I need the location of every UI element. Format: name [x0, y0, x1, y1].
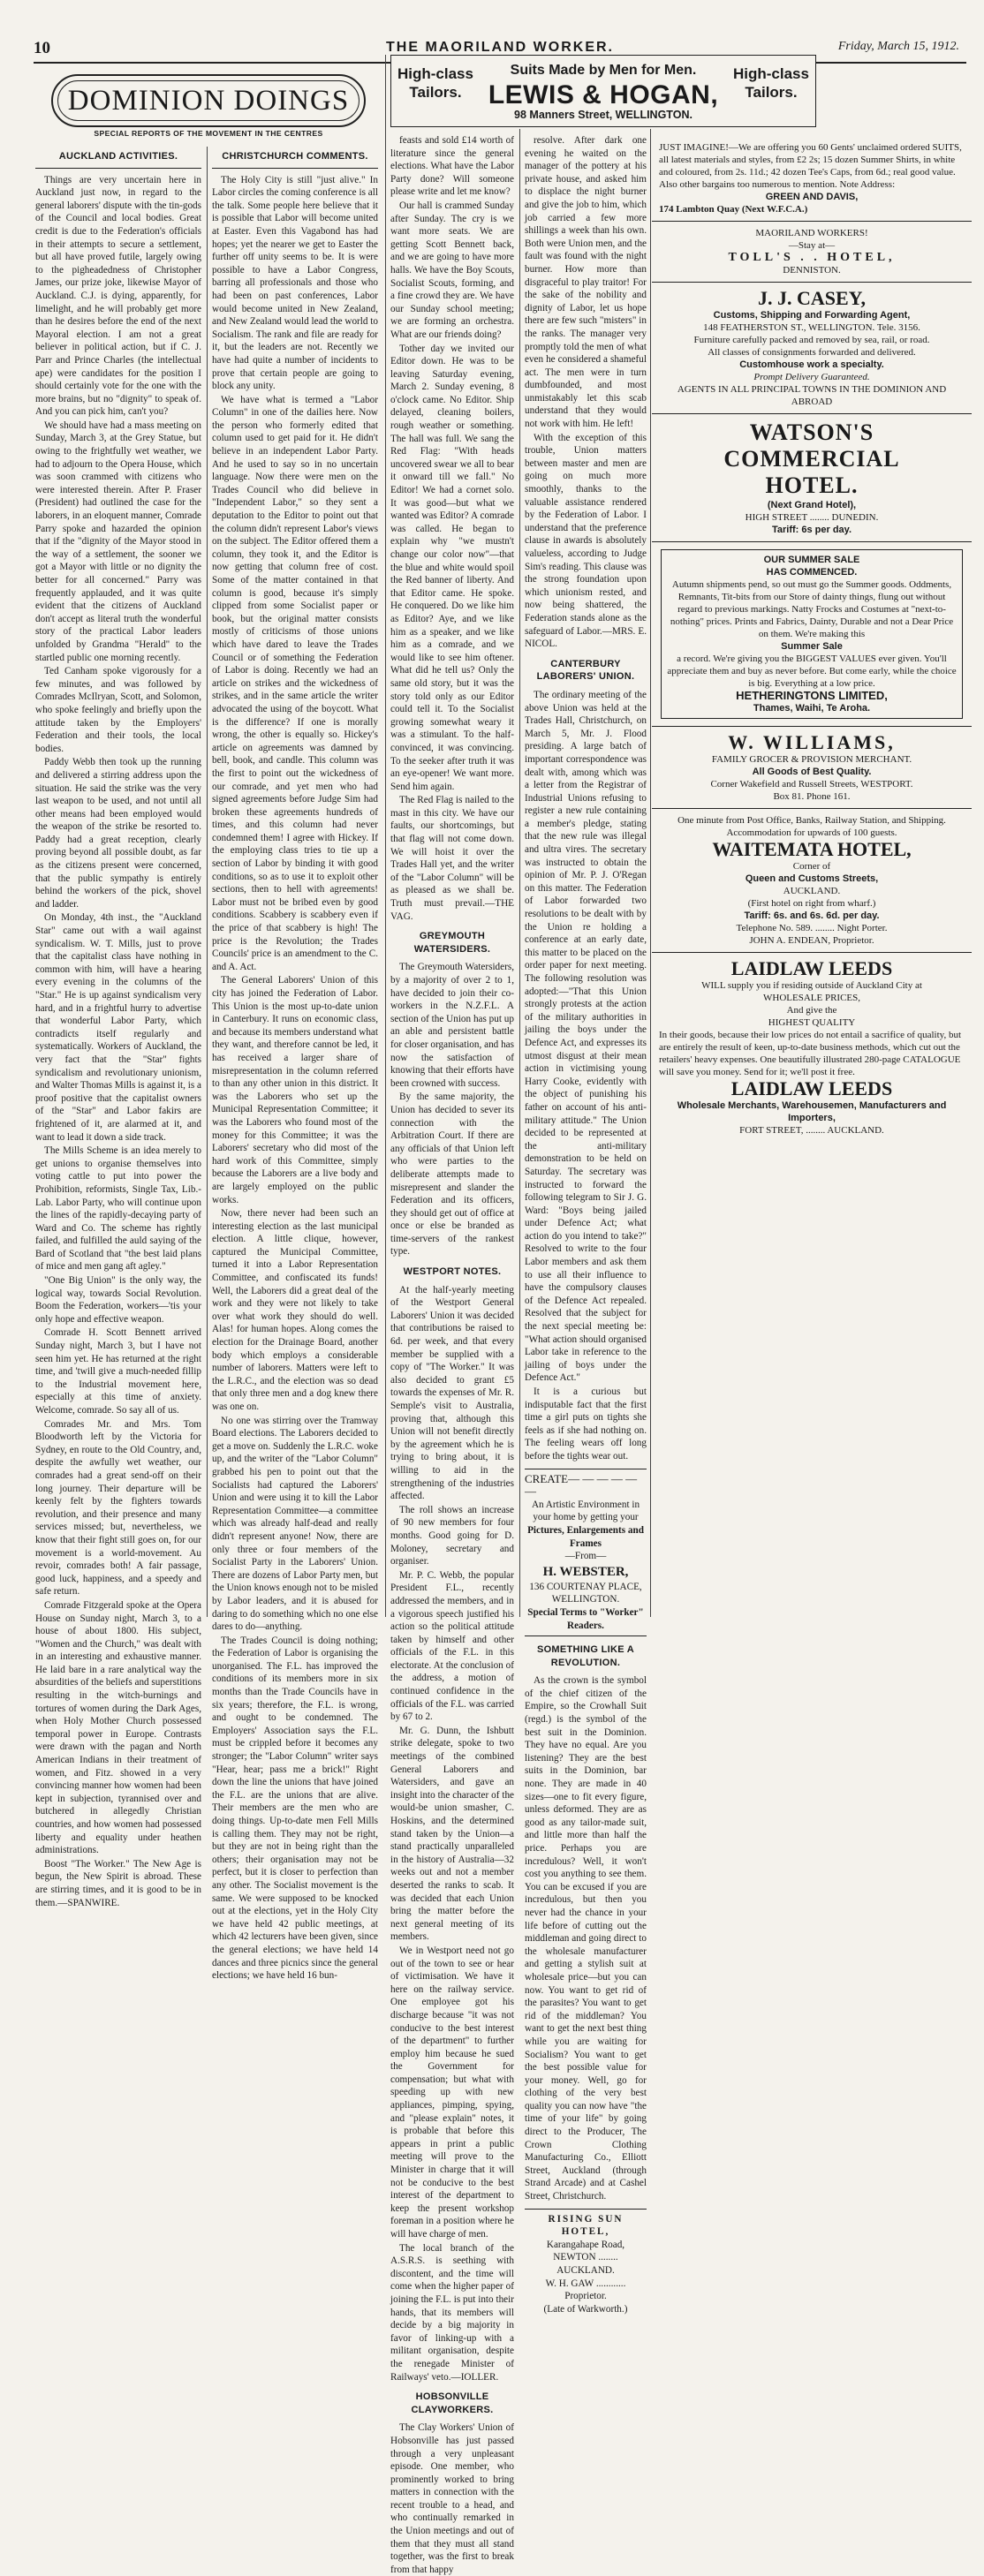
casey-l3: 148 FEATHERSTON ST., WELLINGTON. Tele. 3156.: [703, 322, 920, 333]
article-hobsonville: [390, 2421, 514, 2576]
summer-sale-advert: [652, 549, 972, 727]
laid-l6: In their goods, because their low prices do not entail a sacrifice of quality, but are entirely the result of keen, up-to-date business methods, which cut out the retailers' heavy expenses. One beautifully illustrated 280-page CATALOGUE will save you money. Send for it; we'll post it free.: [659, 1030, 962, 1077]
sale-l1: OUR SUMMER SALE: [763, 555, 860, 565]
webster-l2: An Artistic Environment in: [531, 1499, 640, 1510]
advert-left-tag: High-class Tailors.: [397, 65, 473, 101]
watson-l5: HIGH STREET ........ DUNEDIN.: [745, 512, 879, 523]
wai-l0: One minute from Post Office, Banks, Railway Station, and Shipping. Accommodation for upwards of 100 guests.: [677, 815, 946, 838]
will-l5: Box 81. Phone 161.: [773, 791, 851, 802]
casey-l2: Customs, Shipping and Forwarding Agent,: [713, 310, 911, 321]
green-davis-advert: [652, 136, 972, 222]
paragraph: Ted Canham spoke vigorously for a few minutes, and was followed by Comrades McIlryan, Scott, and Solomon, who spoke feelingly and briefly upon the attitude taken by the Employers' Federation and their tools, the local bodies.: [35, 666, 201, 754]
column-four: [525, 134, 647, 2315]
casey-l8: AGENTS IN ALL PRINCIPAL TOWNS IN THE DOMINION AND ABROAD: [677, 384, 947, 407]
rising-l3: NEWTON ........ AUCKLAND.: [553, 2252, 618, 2276]
advert-firm-name: LEWIS & HOGAN,: [488, 80, 719, 110]
paragraph: Comrade Fitzgerald spoke at the Opera House on Sunday night, March 3, to a house of about 1800. His subject, "Women and the Church," was dealt with in an interesting and exhaustive manner. He laid bare in a rare analytical way the absurdities of the beliefs and superstitions resulting in the witch-burnings and tortures of women during the Dark Ages, when Holy Mother Church possessed temporal power in Europe. Contrasts were drawn with the pagan and North American Indians in their treatment of women, and Fitz. showed in a very convincing manner how women had been kept in subjection, tyrannised over and butchered in allegedly Christian countries, and how women had possessed liberty and equality under heathen administrations.: [35, 1599, 201, 1856]
paragraph: feasts and sold £14 worth of literature since the general elections. What have the Labor Party done? Will someone please write and let me know?: [390, 135, 514, 198]
laid-l3: WHOLESALE PRICES,: [763, 993, 860, 1003]
webster-advert: [525, 1469, 647, 1637]
paragraph: The Mills Scheme is an idea merely to get unions to organise themselves into voting cattle to put into power the Prohibition, reformists, Single Tax, Lib.-Lab. Labor Party, who will continue upon the lines of the rapidly-decaying party of Ward and Co. The scheme has rightly failed, and fulfilled the auld saying of the Bard of Scotland that "the best laid plans of mice and men gang aft agley.": [35, 1145, 201, 1273]
green-name: GREEN AND DAVIS,: [765, 192, 859, 202]
column-auckland: [35, 147, 201, 1908]
paragraph: Comrades Mr. and Mrs. Tom Bloodworth left by the Victoria for Sydney, en route to the Old Country, and, despite the awfully wet weather, our comrades had a great send-off on their long journey. Their departure will be keenly felt by the fighters towards revolution, and their presence and many services missed; but, nevertheless, we know that their fight still goes on, for our movement is a world-movement. Au revoir, comrades both! A fair passage, good luck, happiness, and a speedy and safe return.: [35, 1418, 201, 1598]
tolls-hotel-advert: [652, 222, 972, 283]
will-l1: W. WILLIAMS,: [728, 731, 896, 753]
webster-l1: CREATE— — — — — —: [525, 1471, 638, 1499]
wai-l4: AUCKLAND.: [783, 886, 841, 896]
rising-l1: RISING SUN HOTEL,: [548, 2213, 624, 2238]
waitemata-hotel-advert: [652, 809, 972, 953]
paragraph: The Red Flag is nailed to the mast in this city. We have our faults, our shortcomings, but that flag will not come down. We will hoist it over the Trades Hall yet, and the writer of the "Labor Column" will be as pleased as we shall be. Truth must prevail.—THE VAG.: [390, 795, 514, 922]
watson-l2: COMMERCIAL: [723, 446, 900, 472]
paragraph: Comrade H. Scott Bennett arrived Sunday night, March 3, but I have not seen him yet. He has returned at the right time, and 'twill give a much-needed fillip to the Industrial movement here, especially at this time of anxiety. Welcome, comrade. So say all of us.: [35, 1327, 201, 1416]
watson-l4: (Next Grand Hotel),: [767, 500, 857, 510]
paragraph: resolve. After dark one evening he waited on the manager of the pottery at his private house, and asked him to displace the night burner and give the job to him, which job carried a few more shillings a week than his own. Both were Union men, and the fault was found with the night burner. How more than disgraceful to play traitor! For the sake of the nobility and dignity of Labor, let us hope there are few such "misters" in the ranks. The manager very promptly told the men of what even he considered a shameful act. The men were in turn dumbfounded, and most unmistakably let this scab understand that they would not work with him. He left!: [525, 135, 647, 430]
article-westport: [390, 1284, 514, 2383]
tolls-l4: DENNISTON.: [783, 265, 841, 276]
paragraph: On Monday, 4th inst., the "Auckland Star" came out with a wail against syndicalism. W. T. Mills, just to prove that the capitalist class have nothing in common with him, will have a hearing every evening in the columns of the "Star." He is up against syndicalism very hard, and in a frightful hurry to advertise that wonderful Labor Party, which contradicts itself regularly and systematically. Workers of Auckland, the very fact that the "Star" fights syndicalism and revolutionary unionism, and Walter Thomas Mills is against it, is a proof positive that the capitalist owners of the "Star" and Labor fakirs are frightened of it, are alarmed at it, and want to lead it down a side track.: [35, 912, 201, 1143]
paper-title: THE MAORILAND WORKER.: [386, 40, 614, 55]
summer-sale-box: [661, 549, 963, 719]
will-l4: Corner Wakefield and Russell Streets, WESTPORT.: [710, 779, 913, 789]
will-l3: All Goods of Best Quality.: [752, 767, 872, 777]
laid-l1: LAIDLAW LEEDS: [730, 957, 893, 979]
column-christchurch: [212, 147, 378, 1982]
article-christchurch-cont: [390, 134, 514, 923]
laid-l7: LAIDLAW LEEDS: [730, 1077, 893, 1099]
heading-canterbury: CANTERBURY LABORERS' UNION.: [536, 658, 635, 683]
article-hobsonville-cont: [525, 134, 647, 651]
laid-l4: And give the: [786, 1005, 837, 1016]
casey-l7: Prompt Delivery Guaranteed.: [753, 372, 870, 382]
column-rule: [385, 55, 386, 1617]
sale-l6: HETHERINGTONS LIMITED,: [736, 689, 888, 702]
article-revolution: [525, 1674, 647, 2202]
green-text: JUST IMAGINE!—We are offering you 60 Gents' unclaimed ordered SUITS, all latest materials and styles, from £2 2s; 15 dozen Summer Shirts, in white and coloured, from 2s. 11d.; 42 dozen Tee's Caps, from 6d.; real good value. Also other bargains too numerous to mention. Note Address:: [659, 142, 962, 190]
paragraph: The Greymouth Watersiders, by a majority of over 2 to 1, have decided to join their co-workers in the N.Z.F.L. A section of the Union has put up an able and persistent battle for closer organisation, and has now the satisfaction of knowing that their efforts have been crowned with success.: [390, 962, 514, 1089]
rising-l5: (Late of Warkworth.): [543, 2303, 628, 2315]
column-three: [390, 134, 514, 2575]
paragraph: The Holy City is still "just alive." In Labor circles the coming conference is all the talk. Some people here believe that it is possible that Labor will become united at Easter. Even this Vagabond has had hopes; yet the nearer we get to Easter the further off unity seems to be. It is were possible to have a Labor Congress, barring all professionals and those who had been on past conferences, Labor would become united in New Zealand, and New Zealand would lead the world to Socialism. The rank and file are ready for it, but the leaders are not. Recently we have had quite a number of incidents to prove that certain people are going to block any unity.: [212, 174, 378, 392]
paragraph: As the crown is the symbol of the chief citizen of the Empire, so the Crowhall Suit (regd.) is the symbol of the best suit in the Dominion. They have no equal. Are you listening? They are the best suits in the Dominion, bar none. They are made in 40 sizes—one to fit every figure, unless deformed. They are as good as any tailor-made suit, and little more than half the price. Perhaps you are incredulous? Well, it won't cost you anything to see them. You can be excused if you are incredulous, but then you never had the chance in your life before of cutting out the middleman and going direct to the wholesale manufacturer and getting a stylish suit at wholesale price—but you can now. You want to get rid of the parasites? You want to get rid of the middleman? You want to get the next best thing while you are waiting for Socialism? You want to get the best possible value for your money. Well, go for clothing of the very best quality you can now have "the time of your life" by going direct to the Producer, The Crown Clothing Manufacturing Co., Elliott Street, Auckland (through Strand Arcade) and at Cashel Street, Christchurch.: [525, 1675, 647, 2202]
column-rule: [207, 147, 208, 1617]
paragraph: We should have had a mass meeting on Sunday, March 3, at the Grey Statue, but owing to the frightfully wet weather, we had to adjourn to the Opera House, which was soon crammed with citizens who were interested therein. After P. Fraser (President) had outlined the case for the laborers, in an eloquent manner, Comrade Parry spoke and hazarded the opinion that if the "dignity of the Mayor stood in the way of a settlement, the sooner we got a Mayor with little or no dignity the better for all concerned." Parry was frequently applauded, and it was quite evident that the citizens of Auckland don't accept as literal truth the wonderful story of the practical Labor leaders unfolded by Grandma "Herald" to the startled public one morning recently.: [35, 419, 201, 663]
page-number: 10: [34, 39, 50, 57]
paragraph: No one was stirring over the Tramway Board elections. The Laborers decided to get a move on. Suddenly the L.R.C. woke up, and the writer of the "Labor Column" grabbed his pen to point out that the Socialists had captured the Laborers' Union and were using it to kill the Labor Representation Committee—a committee which was already half-dead and really didn't represent anyone! Now, there are only three or four members of the Socialist Party in the Laborers' Union. There are dozens of Labor Party men, but the Union knows enough not to be misled by Labor leaders, and it is abused for daring to do something which no one else dares to do—anything.: [212, 1415, 378, 1633]
paragraph: With the exception of this trouble, Union matters between master and men are going on much more smoothly, thanks to the valuable assistance rendered by the Federation of Labor. I understand that the preference clause in awards is absolutely valueless, according to Judge Sim's reading. This clause was the strong foundation upon which unionism rested, and now being shattered, the Federation stands alone as the safeguard of Labor.—MRS. E. NICOL.: [525, 432, 647, 650]
webster-l6: H. WEBSTER,: [542, 1564, 629, 1579]
wai-l6: Tariff: 6s. and 6s. 6d. per day.: [744, 910, 880, 921]
laid-l9: FORT STREET, ........ AUCKLAND.: [739, 1125, 884, 1136]
heading-westport: WESTPORT NOTES.: [403, 1266, 502, 1278]
paragraph: By the same majority, the Union has decided to sever its connection with the Arbitration Court. If there are any officials of that Union left who were parties to the deliberate attempts made to misrepresent and slander the Federation and its officers, they should get out of office at once or else be branded as time-servers of the rankest type.: [390, 1092, 514, 1258]
laid-l5: HIGHEST QUALITY: [768, 1017, 856, 1028]
banner-title: DOMINION DOINGS: [67, 84, 350, 117]
watsons-hotel-advert: [652, 414, 972, 542]
wai-l8: JOHN A. ENDEAN, Proprietor.: [749, 935, 874, 946]
advert-column: [652, 136, 972, 1142]
tolls-l2: —Stay at—: [788, 240, 836, 251]
wai-l5: (First hotel on right from wharf.): [747, 898, 876, 909]
williams-advert: [652, 727, 972, 809]
tolls-l3: TOLL'S . . HOTEL,: [728, 251, 896, 264]
banner-frame: [51, 74, 366, 127]
laid-l8: Wholesale Merchants, Warehousemen, Manufacturers and Importers,: [677, 1100, 947, 1123]
sale-l4: Summer Sale: [781, 641, 843, 652]
paragraph: Mr. G. Dunn, the Ishbutt strike delegate, spoke to two meetings of the combined General Laborers and Watersiders, and gave an insight into the character of the would-be union smasher, C. Hoskins, and the determined stand taken by the Union—a stand practically unparalleled in the history of Australia—32 weeks out and not a member deserted the ranks to scab. It was decided that each Union bring the matter before the next general meeting of its members.: [390, 1725, 514, 1943]
paragraph: Things are very uncertain here in Auckland just now, in regard to the general laborers' dispute with the tin-gods of the Council and local bodies. Great credit is due to the Federation's officials in their attempts to secure a settlement, but all have proved futile, largely owing to the pigheadedness of Christopher James, our prize joke, likewise Mayor of Auckland. C.J. is dying, apparently, for limelight, and he will probably get more than he desires before the end of the next Mayoral election. I am not a great believer in political action, but if C. J. Parr and Prince Charles (the intellectual ape) were candidates for the position I should certainly vote for the one with the more brains, but no "dignity" to speak of. And you can pick him, can't you?: [35, 174, 201, 418]
banner-subtitle: SPECIAL REPORTS OF THE MOVEMENT IN THE CENTRES: [94, 129, 323, 138]
sale-l5: a record. We're giving you the BIGGEST VALUES ever given. You'll appreciate them and buy as never before. But come early, while the choice is big. Everything at a low price.: [667, 653, 957, 689]
sale-l3: Autumn shipments pend, so out must go the Summer goods. Oddments, Remnants, Tit-bits from our Store of dainty things, flung out without regard to previous markings. Natty Frocks and Costumes at "next-to-nothing" prices. Prints and Fabrics, Dainty, Durable and not a Dear Price on them. We're making this: [670, 579, 954, 639]
watson-l6: Tariff: 6s per day.: [771, 525, 852, 535]
paragraph: Paddy Webb then took up the running and delivered a stirring address upon the situation. He said the strike was the very last weapon to be used, and not until all other means had been employed would the weapon of the strike be resorted to. Paddy had a great reception, clearly proving beyond all possible doubt, as far as the citizens present were concerned, that the public sympathy is entirely behind the workers of the pick, shovel and ladder.: [35, 757, 201, 910]
webster-l7: 136 COURTENAY PLACE,: [529, 1581, 642, 1592]
casey-l4: Furniture carefully packed and removed by sea, rail, or road.: [693, 335, 930, 345]
column-rule: [650, 129, 651, 1617]
heading-greymouth: GREYMOUTH WATERSIDERS.: [413, 931, 491, 955]
paragraph: We have what is termed a "Labor Column" in one of the dailies here. Now the person who formerly edited that column used to get paid for it. He didn't believe in an independent Labor Party. And he used to say so in no uncertain language. Now there were men on the Trades Council who did believe in "Independent Labor," so they sent a deputation to the Editor to point out that the column didn't represent Labor's views on the subject. The Editor offered them a column, they took it, and the Editor is now getting that column free of cost. Some of the matter contained in that column is good, because it's simply clipped from some Socialist paper or book, but the original matter consists mostly of criticisms of those unions which have dared to leave the Trades Council or of something the Federation of Labor is doing. Recently we had an article on strikes and the wickedness of strikes, and in the same article the writer advocated the using of the boycott. What is the difference? If one is morally wrong, the other is equally so. Hickey's article on agreements was damned by bell, book, and candle. This column was the first to point out the wickedness of our comrade, and yet men who had signed agreements before Judge Sim had broken these agreements hundreds of times, and this column had never condemned them! I agree with Hickey. If the employing class tries to tie up a section of Labor by binding it with good conditions, so as to use it to exploit other sections, then to hell with agreements! Labor must not be bribed even by good conditions. Scabbery is scabbery even if the price of that scabbery is high! The price is the Revolution; the Trades Councils' price is an amendment to the C. and A. Act.: [212, 394, 378, 972]
laidlaw-leeds-advert: [652, 953, 972, 1142]
paragraph: We in Westport need not go out of the town to see or hear of victimisation. We have it here on the railway service. One employee got his discharge because "it was not conducive to the best interest of the department" to further employ him because he sued the Government for compensation; but what with speeding up with new appliances, pimping, spying, and "please explain" notes, it is probable that before this appears in print a public meeting will prove to the Minister in charge that it will not be conducive to the best interest of the department to keep the present workshop foreman in a position where he will have charge of men.: [390, 1945, 514, 2240]
issue-date: Friday, March 15, 1912.: [837, 40, 959, 53]
article-christchurch: [212, 174, 378, 1983]
rising-l4: W. H. GAW ............ Proprietor.: [545, 2278, 626, 2302]
paragraph: The Trades Council is doing nothing; the Federation of Labor is organising the unorganised. The F.L. has improved the conditions of its members more in six months than the Trade Councils have in six years; therefore, the F.L. is wrong, and ought to be condemned. The Employers' Association says the F.L. must be crippled before it becomes any stronger; the "Labor Column" writer says "Hear, hear; pass me a brick!" Right down the line the unions that have joined the F.L. are the unions that are alive. Their members are the men who are doing things. Up-to-date men Fell Mills is calling them. They may not be right, but they are not in being right than the others; their organisation may not be perfect, but it is closer to perfection than any other. The Socialist movement is the same. We were supposed to be knocked out at the elections, yet in the Holy City we have held 42 public meetings, at which 42 lecturers have been given, since the general elections; we have held 14 dances and three picnics since the general elections; we have held 16 bun-: [212, 1635, 378, 1982]
webster-l8: WELLINGTON.: [551, 1594, 620, 1605]
paragraph: At the half-yearly meeting of the Westport General Laborers' Union it was decided that contributions be raised to 6d. per week, and that every member be supplied with a copy of "The Worker." It was also decided to grant £5 towards the expenses of Mr. R. Semple's visit to Australia, proving that, although this Union will not benefit directly by the agreement which he is trying to bring about, it is willing to aid in the strengthening of the industries affected.: [390, 1284, 514, 1502]
green-address: 174 Lambton Quay (Next W.F.C.A.): [659, 204, 808, 215]
rising-l2: Karangahape Road,: [546, 2239, 625, 2250]
paragraph: Tother day we invited our Editor down. He was to be leaving Saturday evening, March 2. Sunday evening, 8 o'clock came. No Editor. Ship delayed, cleaning boilers, rough weather or something. The hall was full. We sang the Red Flag: "With heads uncovered swear we all to bear it onward till we fall." No Editor! We had a cornet solo. It was good—but what we wanted was Editor? A comrade was called. He began to explain why "we mustn't change our color now"—that the blue and white would spoil the Red banner of liberty. And that Editor came. He spoke. He conquered. Do we like him as Editor? Aye, and we like him as a speaker, and we like him as a comrade, and we would like to see him oftener. What did he tell us? Only the same old story, but it was the story told only as our Editor could tell it. To the Socialist growing somewhat weary it was a stimulant. To the half-convinced, it was convincing. To the seeker after truth it was an eye-opener! We want more. Send him again.: [390, 343, 514, 792]
wai-l7: Telephone No. 589. ........ Night Porter.: [736, 923, 888, 933]
rising-sun-advert: [525, 2209, 647, 2316]
filler-paragraph: It is a curious but indisputable fact that the first time a girl puts on tights she feels as if she had nothing on. The feeling wears off long before the tights wear out.: [525, 1386, 647, 1462]
article-greymouth: [390, 961, 514, 1258]
webster-l3: your home by getting your: [533, 1512, 639, 1523]
paragraph: The Clay Workers' Union of Hobsonville has just passed through a very unpleasant episode. One member, who prominently worked to bring matters in connection with the recent trouble to a head, and who continually remarked in the Union meetings and out of them that they must all stand together, was the first to break from that happy: [390, 2422, 514, 2575]
paragraph: Mr. P. C. Webb, the popular President F.L., recently addressed the members, and in a vigorous speech justified his action so the political attitude taken by himself and other officials of the F.L. in this electorate. At the conclusion of the address, a motion of continued confidence in the officials of the F.L. was carried by 67 to 2.: [390, 1569, 514, 1723]
lewis-hogan-advert: [390, 55, 816, 127]
dominion-doings-banner: [34, 71, 383, 143]
watson-l3: HOTEL.: [765, 472, 859, 498]
webster-l9: Special Terms to "Worker" Readers.: [527, 1606, 644, 1631]
casey-l5: All classes of consignments forwarded and delivered.: [708, 347, 916, 358]
article-auckland: [35, 174, 201, 1910]
sale-l2: HAS COMMENCED.: [766, 567, 858, 578]
article-canterbury: [525, 689, 647, 1385]
webster-l4: Pictures, Enlargements and Frames: [527, 1524, 644, 1549]
laid-l2: WILL supply you if residing outside of Auckland City at: [701, 980, 922, 991]
heading-revolution: SOMETHING LIKE A REVOLUTION.: [536, 1644, 635, 1668]
paragraph: The ordinary meeting of the above Union was held at the Trades Hall, Christchurch, on March 5, Mr. J. Flood presiding. A large batch of important correspondence was dealt with, among which was a letter from the Registrar of Industrial Unions refusing to register a new rule containing a member's pledge, stating that the new rule was illegal and ultra vires. The secretary was instructed to obtain the opinion of Mr. P. J. O'Regan on this matter. The Federation of Labor forwarded two resolutions to be dealt with by the Union re holding a conference at an early date, this matter to be placed on the order paper for next meeting. The following resolution was adopted:—"That this Union strongly protests at the action of the military authorities in jailing the boys under the Defence Act, and expresses its utmost disgust at their mean action in victimising young Harry Cooke, evidently with the object of punishing his father on account of his anti-military attitude." The Union decided to be represented at the anti-military demonstration to be held on Saturday. The secretary was instructed to forward the following telegram to Sir J. G. Ward: "Boys being jailed under Defence Act; what action do you intend to take?" Resolved to write to the four Labor members and ask them to use all their influence to have the compulsory clauses of the Defence Act repealed. Resolved that the subject for the next special meeting be: "What action should organised Labor take in reference to the jailing of boys under the Defence Act.": [525, 689, 647, 1384]
casey-advert: [652, 283, 972, 414]
wai-l2: Corner of: [792, 861, 831, 872]
paragraph: Now, there never had been such an interesting election as the last municipal election. A little clique, however, captured the Municipal Committee, turned it into a Labor Representation Committee, and confiscated its funds! Well, the Laborers did a great deal of the work and they were not likely to take over what work they should do well. Alas! for human hopes. Along comes the election for the Drainage Board, another body which employs a considerable number of laborers. Matters were left to the L.R.C., and the election was so dead that only three men and a dog knew there was one on.: [212, 1208, 378, 1412]
wai-l1: WAITEMATA HOTEL,: [712, 838, 912, 860]
heading-christchurch: CHRISTCHURCH COMMENTS.: [212, 150, 378, 169]
casey-l6: Customhouse work a specialty.: [739, 359, 884, 370]
heading-auckland: AUCKLAND ACTIVITIES.: [35, 150, 201, 169]
column-rule: [519, 129, 520, 1617]
paragraph: The local branch of the A.S.R.S. is seething with discontent, and the time will come when the higher paper of joining the F.L. is put into their hands, that its members will decide by a big majority in favor of linking-up with a militant organisation, despite the renegade Minister of Railways' veto.—IOLLER.: [390, 2242, 514, 2383]
watson-l1: WATSON'S: [749, 419, 874, 445]
advert-address: 98 Manners Street, WELLINGTON.: [514, 109, 693, 121]
advert-tagline: Suits Made by Men for Men.: [510, 63, 697, 78]
tolls-l1: MAORILAND WORKERS!: [755, 228, 868, 238]
advert-right-tag: High-class Tailors.: [733, 65, 809, 101]
paragraph: Boost "The Worker." The New Age is begun, the New Spirit is abroad. These are stirring times, and it is good to be in them.—SPANWIRE.: [35, 1858, 201, 1908]
paragraph: The General Laborers' Union of this city has joined the Federation of Labor. This Union is the most up-to-date union in Canterbury. It runs on economic class, and because its members understand what they want, and therefore cannot be led, it has received a larger share of misrepresentation in the column referred to than any other union in this district. It was the Laborers who set up the Municipal Representation Committee; it was the Laborers who found most of the money for this Committee; it was the Laborers' secretary who did most of the hard work of this Committee, simply because the Laborers are a live body and are largely employed on the public works.: [212, 975, 378, 1205]
casey-l1: J. J. CASEY,: [757, 287, 867, 309]
wai-l3: Queen and Customs Streets,: [745, 873, 879, 884]
sale-l7: Thames, Waihi, Te Aroha.: [753, 703, 871, 714]
webster-l5: —From—: [564, 1551, 607, 1562]
heading-hobsonville: HOBSONVILLE CLAYWORKERS.: [411, 2391, 494, 2415]
will-l2: FAMILY GROCER & PROVISION MERCHANT.: [711, 754, 912, 765]
paragraph: Our hall is crammed Sunday after Sunday. The cry is we want more seats. We are getting Scott Bennett back, and we are going to have more halls. We have the Boy Scouts, Socialist Scouts, forming, and a fine crowd they are. We have our Sunday school meeting; we are forming an orchestra. What are our friends doing?: [390, 200, 514, 340]
paragraph: The roll shows an increase of 90 new members for four months. Good going for D. Moloney, secretary and organiser.: [390, 1504, 514, 1568]
paragraph: "One Big Union" is the only way, the logical way, towards Social Revolution. Boom the Federation, workers—'tis your only hope and effective weapon.: [35, 1275, 201, 1325]
